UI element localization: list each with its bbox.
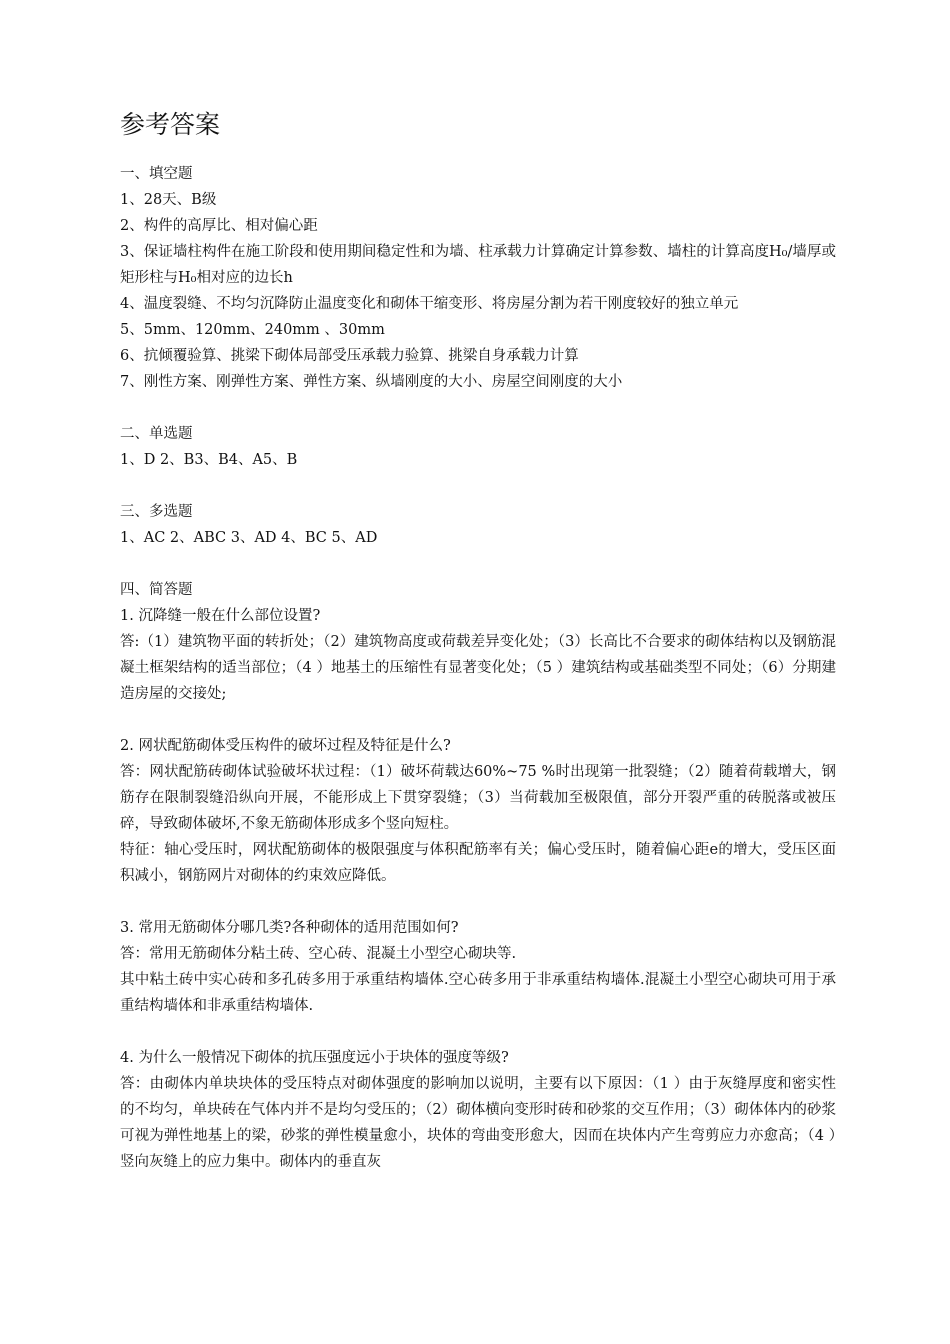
short-answer-answer-4: 答：由砌体内单块块体的受压特点对砌体强度的影响加以说明，主要有以下原因：（1 ）由于灰缝厚度和密实性的不均匀，单块砖在气体内并不是均匀受压的；（2）砌体横向变形时砖和砂浆的交互作用；（3）砌体体内的砂浆可视为弹性地基上的梁，砂浆的弹性模量愈小，块体的弯曲变形愈大，因而在块体内产生弯剪应力亦愈高；（4 ）竖向灰缝上的应力集中。砌体内的垂直灰 — [120, 1076, 836, 1170]
fill-blank-answer-7: 7、刚性方案、刚弹性方案、弹性方案、纵墙刚度的大小、房屋空间刚度的大小 — [120, 374, 623, 390]
spacer — [120, 1019, 836, 1045]
section-heading-single-choice: 二、单选题 — [120, 426, 193, 442]
fill-blank-answer-2: 2、构件的高厚比、相对偏心距 — [120, 218, 318, 234]
fill-blank-answer-3: 3、保证墙柱构件在施工阶段和使用期间稳定性和为墙、柱承载力计算确定计算参数、墙柱的计算高度H₀/墙厚或矩形柱与H₀相对应的边长h — [120, 244, 836, 286]
spacer — [120, 551, 836, 577]
section-heading-short-answer: 四、简答题 — [120, 582, 193, 598]
fill-blank-answer-1: 1、28天、B级 — [120, 192, 217, 208]
section-heading-fill-blank: 一、填空题 — [120, 166, 193, 182]
short-answer-question-4: 4. 为什么一般情况下砌体的抗压强度远小于块体的强度等级? — [120, 1050, 509, 1066]
short-answer-answer-2: 答：网状配筋砖砌体试验破坏状过程：（1）破坏荷载达60%~75 %时出现第一批裂缝；（2）随着荷载增大，钢筋存在限制裂缝沿纵向开展，不能形成上下贯穿裂缝；（3）当荷载加至极限值，部分开裂严重的砖脱落或被压碎，导致砌体破坏,不象无筋砌体形成多个竖向短柱。 — [120, 764, 836, 832]
fill-blank-answer-6: 6、抗倾覆验算、挑梁下砌体局部受压承载力验算、挑梁自身承载力计算 — [120, 348, 579, 364]
fill-blank-answer-4: 4、温度裂缝、不均匀沉降防止温度变化和砌体干缩变形、将房屋分割为若干刚度较好的独立单元 — [120, 296, 739, 312]
multiple-choice-answers: 1、AC 2、ABC 3、AD 4、BC 5、AD — [120, 530, 378, 546]
short-answer-feature-2: 特征：轴心受压时，网状配筋砌体的极限强度与体积配筋率有关；偏心受压时，随着偏心距e的增大，受压区面积减小，钢筋网片对砌体的约束效应降低。 — [120, 842, 836, 884]
document-page — [120, 108, 836, 1175]
page-title: 参考答案 — [120, 110, 221, 139]
short-answer-question-1: 1. 沉降缝一般在什么部位设置? — [120, 608, 321, 624]
spacer — [120, 707, 836, 733]
fill-blank-answer-5: 5、5mm、120mm、240mm 、30mm — [120, 322, 385, 338]
short-answer-answer-3: 答：常用无筋砌体分粘土砖、空心砖、混凝土小型空心砌块等. — [120, 946, 517, 962]
spacer — [120, 395, 836, 421]
spacer — [120, 889, 836, 915]
short-answer-question-3: 3. 常用无筋砌体分哪几类?各种砌体的适用范围如何? — [120, 920, 459, 936]
short-answer-detail-3: 其中粘土砖中实心砖和多孔砖多用于承重结构墙体.空心砖多用于非承重结构墙体.混凝土小型空心砌块可用于承重结构墙体和非承重结构墙体. — [120, 972, 836, 1014]
short-answer-question-2: 2. 网状配筋砌体受压构件的破坏过程及特征是什么? — [120, 738, 451, 754]
single-choice-answers: 1、D 2、B3、B4、A5、B — [120, 452, 298, 468]
spacer — [120, 473, 836, 499]
section-heading-multiple-choice: 三、多选题 — [120, 504, 193, 520]
short-answer-answer-1: 答:（1）建筑物平面的转折处；（2）建筑物高度或荷载差异变化处；（3）长高比不合要求的砌体结构以及钢筋混凝土框架结构的适当部位；（4 ）地基土的压缩性有显著变化处；（5 ）建筑结构或基础类型不同处；（6）分期建造房屋的交接处; — [120, 634, 836, 702]
